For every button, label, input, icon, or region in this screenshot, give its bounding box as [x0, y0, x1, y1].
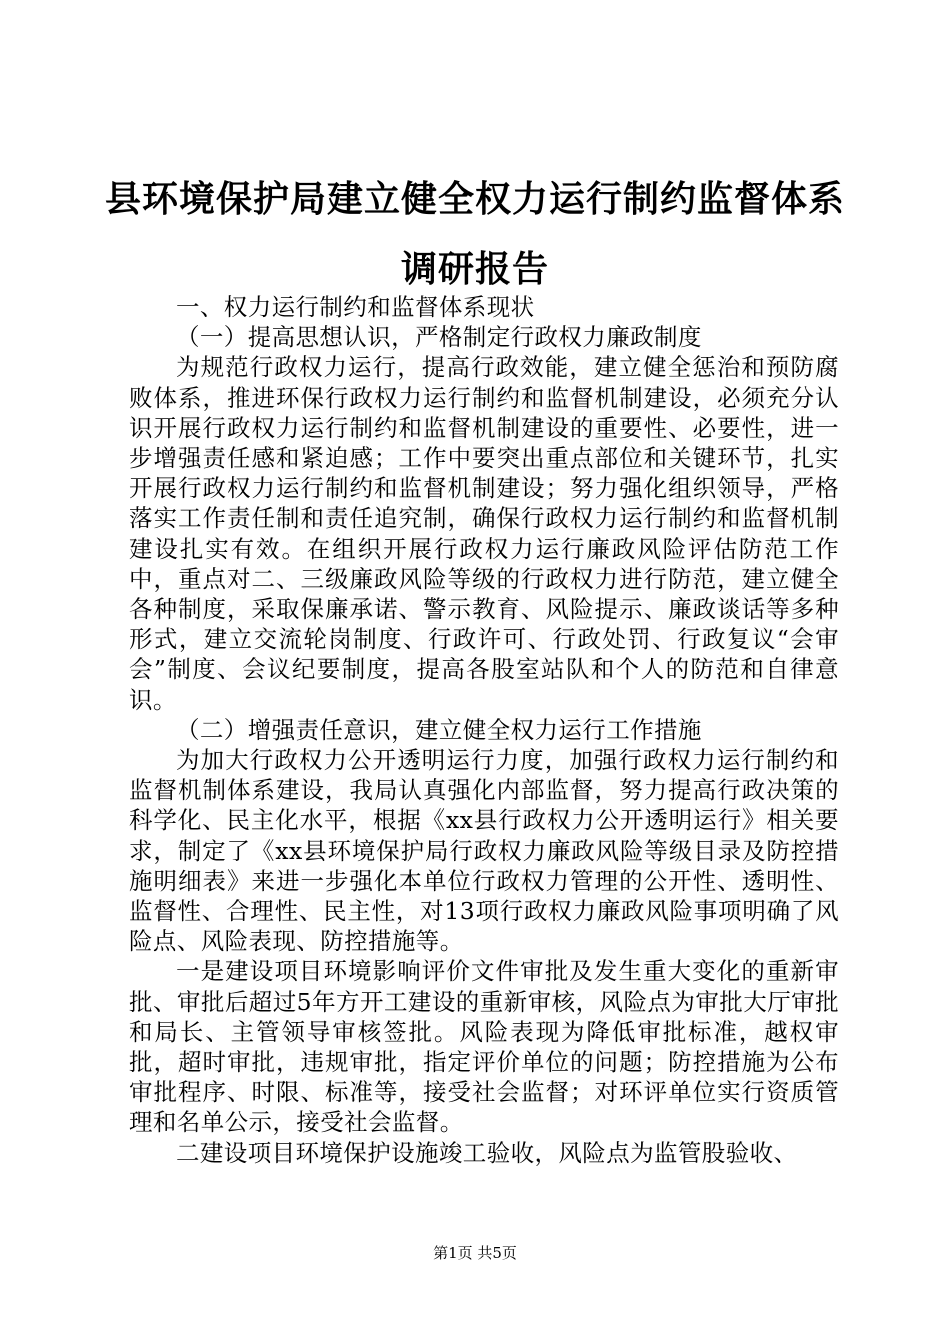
- body-paragraph: 一是建设项目环境影响评价文件审批及发生重大变化的重新审批、审批后超过5年方开工建设的重新审核，风险点为审批大厅审批和局长、主管领导审核签批。风险表现为降低审批标准，越权审批，超时审批，违规审批，指定评价单位的问题；防控措施为公布审批程序、时限、标准等，接受社会监督；对环评单位实行资质管理和名单公示，接受社会监督。: [129, 957, 839, 1137]
- subsection-heading: （二）增强责任意识，建立健全权力运行工作措施: [176, 715, 702, 744]
- document-title-line-2: 调研报告: [400, 249, 549, 290]
- section-heading: 一、权力运行制约和监督体系现状: [176, 293, 535, 321]
- body-paragraph: 二建设项目环境保护设施竣工验收，风险点为监管股验收、: [176, 1138, 798, 1167]
- page-footer: 第1页 共5页: [433, 1244, 517, 1262]
- body-paragraph: 为加大行政权力公开透明运行力度，加强行政权力运行制约和监督机制体系建设，我局认真强化内部监督，努力提高行政决策的科学化、民主化水平，根据《xx县行政权力公开透明运行》相关要求，制定了《xx县环境保护局行政权力廉政风险等级目录及防控措施明细表》来进一步强化本单位行政权力管理的公开性、透明性、监督性、合理性、民主性，对13项行政权力廉政风险事项明确了风险点、风险表现、防控措施等。: [129, 746, 839, 956]
- body-paragraph: 为规范行政权力运行，提高行政效能，建立健全惩治和预防腐败体系，推进环保行政权力运行制约和监督机制建设，必须充分认识开展行政权力运行制约和监督机制建设的重要性、必要性，进一步增强责任感和紧迫感；工作中要突出重点部位和关键环节，扎实开展行政权力运行制约和监督机制建设；努力强化组织领导，严格落实工作责任制和责任追究制，确保行政权力运行制约和监督机制建设扎实有效。在组织开展行政权力运行廉政风险评估防范工作中，重点对二、三级廉政风险等级的行政权力进行防范，建立健全各种制度，采取保廉承诺、警示教育、风险提示、廉政谈话等多种形式，建立交流轮岗制度、行政许可、行政处罚、行政复议“会审会”制度、会议纪要制度，提高各股室站队和个人的防范和自律意识。: [129, 353, 839, 714]
- document-title-line-1: 县环境保护局建立健全权力运行制约监督体系: [104, 179, 845, 220]
- document-body: [129, 292, 839, 1168]
- subsection-heading: （一）提高思想认识，严格制定行政权力廉政制度: [176, 323, 702, 352]
